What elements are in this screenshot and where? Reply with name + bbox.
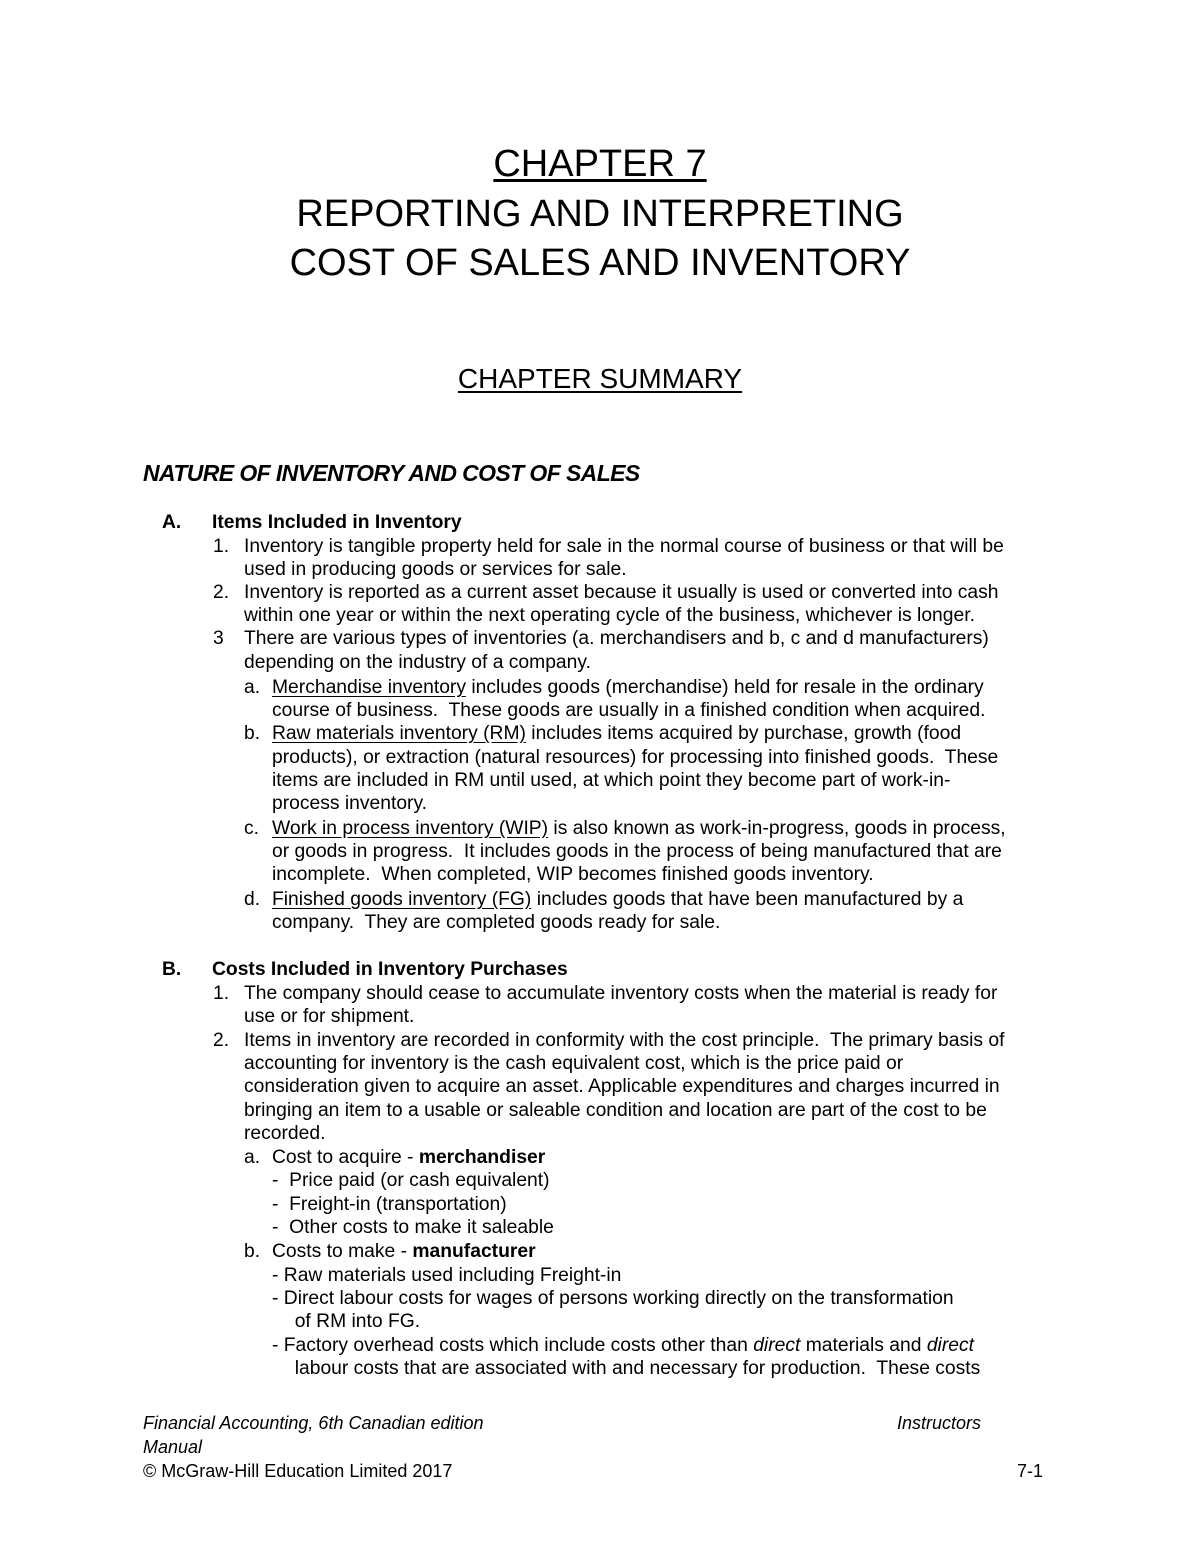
item-a1-line-2: used in producing goods or services for sale. bbox=[244, 559, 627, 580]
raw-materials-term: Raw materials inventory (RM) bbox=[272, 723, 526, 744]
sub-d-line-2: company. They are completed goods ready for sale. bbox=[272, 912, 721, 933]
chapter-title-line-1: REPORTING AND INTERPRETING bbox=[296, 193, 904, 235]
merchandise-inventory-term: Merchandise inventory bbox=[272, 677, 466, 698]
manufacturer-bullet-3-cont: labour costs that are associated with and necessary for production. These costs bbox=[284, 1358, 981, 1379]
item-a1-marker: 1. bbox=[213, 536, 230, 557]
section-heading: NATURE OF INVENTORY AND COST OF SALES bbox=[143, 460, 640, 486]
item-a2-line-1: Inventory is reported as a current asset because it usually is used or converted into cash bbox=[244, 582, 999, 603]
merchandiser-bullet-2: - Freight-in (transportation) bbox=[272, 1194, 507, 1215]
merchandiser-label: merchandiser bbox=[418, 1147, 546, 1168]
item-a2-line-2: within one year or within the next operating cycle of the business, whichever is longer. bbox=[244, 605, 975, 626]
footer-copyright: © McGraw-Hill Education Limited 2017 bbox=[143, 1461, 453, 1481]
sub-c-line-3: incomplete. When completed, WIP becomes finished goods inventory. bbox=[272, 864, 874, 885]
sub-b-line-1 bbox=[272, 722, 961, 745]
direct-italic-2: direct bbox=[926, 1335, 974, 1356]
overhead-mid: materials and bbox=[800, 1335, 927, 1356]
sub-ba-line-1 bbox=[272, 1146, 545, 1169]
sub-bb-marker: b. bbox=[244, 1241, 261, 1262]
item-b2-line-1: Items in inventory are recorded in conformity with the cost principle. The primary basis of bbox=[244, 1030, 1005, 1051]
item-b2-line-4: bringing an item to a usable or saleable condition and location are part of the cost to be bbox=[244, 1100, 987, 1121]
section-b-marker: B. bbox=[162, 959, 182, 980]
page-number: 7-1 bbox=[1017, 1461, 1044, 1481]
sub-b-text: includes items acquired by purchase, growth (food bbox=[525, 723, 962, 744]
item-a2-marker: 2. bbox=[213, 582, 230, 603]
section-b-title: Costs Included in Inventory Purchases bbox=[212, 959, 568, 980]
sub-b-marker: b. bbox=[244, 723, 261, 744]
sub-a-line-1 bbox=[272, 676, 984, 699]
sub-a-text: includes goods (merchandise) held for resale in the ordinary bbox=[465, 677, 984, 698]
item-a3-line-1: There are various types of inventories (a. merchandisers and b, c and d manufacturers) bbox=[244, 628, 989, 649]
item-b2-line-5: recorded. bbox=[244, 1123, 326, 1144]
item-a1-line-1: Inventory is tangible property held for sale in the normal course of business or that will be bbox=[244, 536, 1004, 557]
merchandiser-bullet-1: - Price paid (or cash equivalent) bbox=[272, 1170, 550, 1191]
section-a-title: Items Included in Inventory bbox=[212, 512, 462, 533]
footer-book-title: Financial Accounting, 6th Canadian edition bbox=[143, 1413, 484, 1433]
sub-a-line-2: course of business. These goods are usually in a finished condition when acquired. bbox=[272, 700, 986, 721]
sub-ba-prefix: Cost to acquire - bbox=[272, 1147, 419, 1168]
sub-c-marker: c. bbox=[244, 818, 259, 839]
sub-d-line-1 bbox=[272, 888, 963, 911]
footer-instructors: Instructors bbox=[897, 1413, 982, 1433]
sub-c-line-1 bbox=[272, 817, 1006, 840]
item-a3-marker: 3 bbox=[213, 628, 224, 649]
footer-manual: Manual bbox=[143, 1437, 203, 1457]
item-b2-marker: 2. bbox=[213, 1030, 230, 1051]
item-a3-line-2: depending on the industry of a company. bbox=[244, 652, 591, 673]
item-b1-marker: 1. bbox=[213, 983, 230, 1004]
overhead-text: - Factory overhead costs which include costs other than bbox=[272, 1335, 754, 1356]
manufacturer-bullet-1: - Raw materials used including Freight-in bbox=[272, 1265, 622, 1286]
chapter-summary-heading: CHAPTER SUMMARY bbox=[457, 363, 743, 394]
sub-b-line-4: process inventory. bbox=[272, 793, 428, 814]
merchandiser-bullet-3: - Other costs to make it saleable bbox=[272, 1217, 554, 1238]
direct-italic-1: direct bbox=[753, 1335, 801, 1356]
sub-b-line-2: products), or extraction (natural resources) for processing into finished goods. These bbox=[272, 747, 999, 768]
manufacturer-bullet-3 bbox=[272, 1334, 974, 1357]
chapter-title-line-2: COST OF SALES AND INVENTORY bbox=[289, 242, 911, 284]
section-a-marker: A. bbox=[162, 512, 182, 533]
sub-b-line-3: items are included in RM until used, at which point they become part of work-in- bbox=[272, 770, 951, 791]
sub-bb-prefix: Costs to make - bbox=[272, 1241, 413, 1262]
manufacturer-bullet-2-cont: of RM into FG. bbox=[284, 1311, 421, 1332]
sub-c-line-2: or goods in progress. It includes goods in the process of being manufactured that are bbox=[272, 841, 1002, 862]
manufacturer-bullet-2: - Direct labour costs for wages of persons working directly on the transformation bbox=[272, 1288, 954, 1309]
work-in-process-term: Work in process inventory (WIP) bbox=[272, 818, 549, 839]
sub-ba-marker: a. bbox=[244, 1147, 261, 1168]
sub-d-marker: d. bbox=[244, 889, 261, 910]
item-b1-line-2: use or for shipment. bbox=[244, 1006, 415, 1027]
chapter-number: CHAPTER 7 bbox=[493, 143, 707, 185]
finished-goods-term: Finished goods inventory (FG) bbox=[272, 889, 532, 910]
manufacturer-label: manufacturer bbox=[412, 1241, 536, 1262]
item-b2-line-2: accounting for inventory is the cash equivalent cost, which is the price paid or bbox=[244, 1053, 904, 1074]
sub-a-marker: a. bbox=[244, 677, 261, 698]
item-b1-line-1: The company should cease to accumulate inventory costs when the material is ready for bbox=[244, 983, 998, 1004]
sub-c-text: is also known as work-in-progress, goods in process, bbox=[548, 818, 1006, 839]
item-b2-line-3: consideration given to acquire an asset. Applicable expenditures and charges incurred in bbox=[244, 1076, 1000, 1097]
sub-d-text: includes goods that have been manufactured by a bbox=[531, 889, 964, 910]
sub-bb-line-1 bbox=[272, 1240, 536, 1263]
